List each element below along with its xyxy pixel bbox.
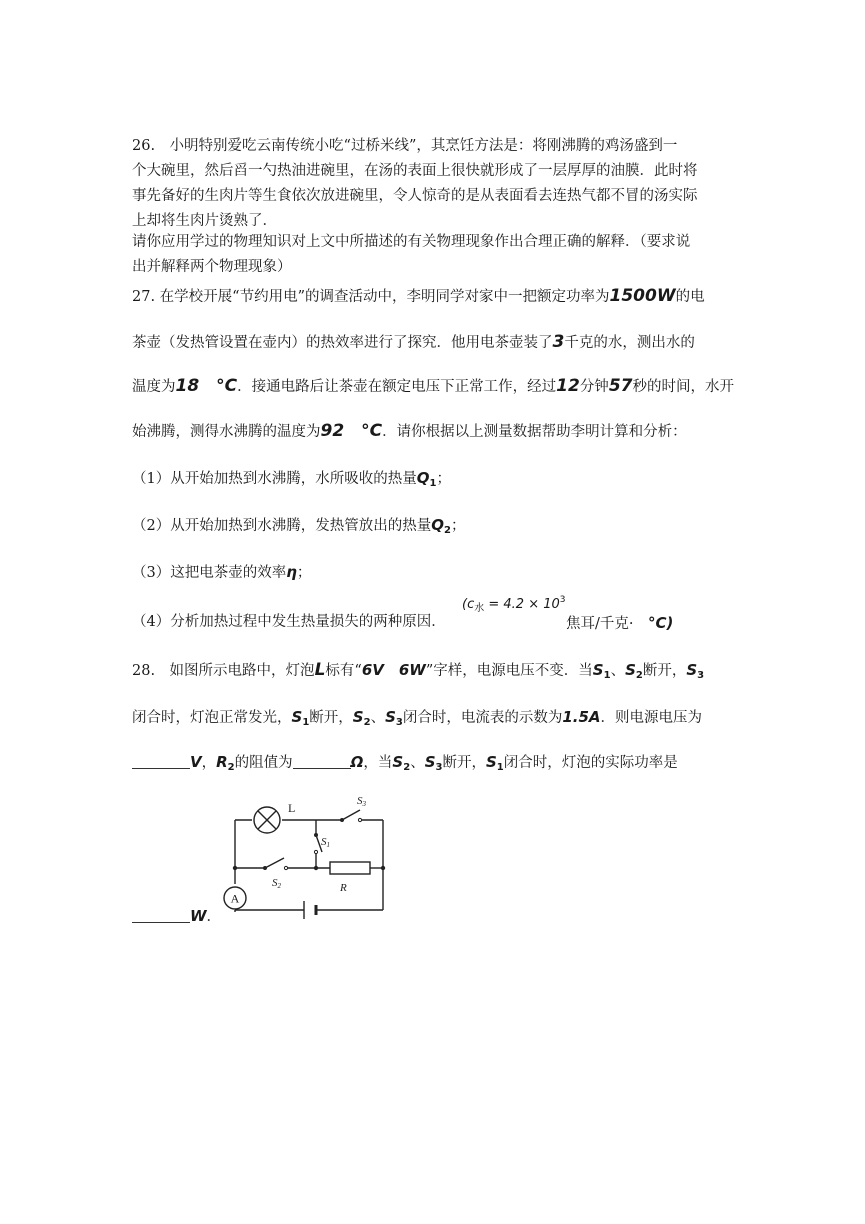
answer-blank-resistance[interactable] — [293, 754, 351, 769]
specific-heat-unit: 焦耳/千克· °C) — [566, 614, 674, 632]
lamp-symbol — [254, 807, 280, 833]
ammeter-symbol — [224, 887, 246, 909]
q26-line-5: 请你应用学过的物理知识对上文中所描述的有关物理现象作出合理正确的解释．（要求说 — [132, 234, 691, 250]
seconds: 57 — [608, 376, 633, 396]
q26-line-6: 出并解释两个物理现象） — [132, 259, 292, 275]
lamp-rating: 6V 6W — [361, 661, 426, 679]
svg-text:A: A — [230, 891, 240, 906]
label-s1: S1 — [321, 836, 330, 849]
answer-blank-voltage[interactable] — [132, 754, 190, 769]
q27-part-2: （2）从开始加热到水沸腾，发热管放出的热量$Q_2$； — [132, 516, 466, 536]
rated-power: 1500W — [609, 286, 676, 306]
boiling-temp: 92 °C — [320, 421, 383, 441]
q28-line-4: W． — [132, 906, 221, 927]
initial-temp: 18 °C — [175, 376, 238, 396]
label-s2: S2 — [272, 877, 281, 890]
resistor-symbol — [330, 862, 370, 874]
q27-part-1: （1）从开始加热到水沸腾，水所吸收的热量$Q_1$； — [132, 469, 451, 489]
water-mass: 3 — [552, 332, 565, 352]
q28-line-1: 28. 如图所示电路中，灯泡L标有“6V 6W”字样，电源电压不变．当$S_1$、$S_2$断开，$S_3$ — [132, 660, 705, 681]
q26-line-3: 事先备好的生肉片等生食依次放进碗里，令人惊奇的是从表面看去连热气都不冒的汤实际 — [132, 188, 698, 204]
q27-part-3: （3）这把电茶壶的效率η； — [132, 563, 312, 581]
q26-line-1: 26. 小明特别爱吃云南传统小吃“过桥米线”，其烹饪方法是：将刚沸腾的鸡汤盛到一 — [132, 138, 678, 154]
ammeter-reading: 1.5A — [562, 708, 601, 726]
q27-part-4: （4）分析加热过程中发生热量损失的两种原因． — [132, 614, 446, 630]
specific-heat-formula: ($c_水 = 4.2 \times 10^3$ — [462, 595, 566, 614]
label-lamp: L — [288, 801, 296, 815]
circuit-diagram — [220, 790, 400, 920]
q27-line-3: 温度为18 °C．接通电路后让茶壶在额定电压下正常工作，经过12分钟57秒的时间，水开 — [132, 376, 734, 396]
q27-line-1: 27. 在学校开展“节约用电”的调查活动中，李明同学对家中一把额定功率为1500W的电 — [132, 286, 705, 306]
q28-line-2: 闭合时，灯泡正常发光，$S_1$断开，$S_2$、$S_3$闭合时，电流表的示数为1.5A．则电源电压为 — [132, 708, 703, 728]
q27-line-2: 茶壶（发热管设置在壶内）的热效率进行了探究．他用电茶壶装了3千克的水，测出水的 — [132, 332, 695, 352]
answer-blank-power[interactable] — [132, 908, 190, 923]
label-resistor: R — [340, 882, 347, 894]
q26-line-4: 上却将生肉片烫熟了． — [132, 213, 277, 229]
q27-line-4: 始沸腾，测得水沸腾的温度为92 °C．请你根据以上测量数据帮助李明计算和分析： — [132, 421, 687, 441]
q28-line-3: V，$R_2$的阻值为 Ω，当$S_2$、$S_3$断开，$S_1$闭合时，灯泡的实际功率是 — [132, 752, 678, 778]
label-s3: S3 — [357, 795, 366, 808]
q26-line-2: 个大碗里，然后舀一勺热油进碗里，在汤的表面上很快就形成了一层厚厚的油膜．此时将 — [132, 163, 698, 179]
minutes: 12 — [556, 376, 580, 396]
